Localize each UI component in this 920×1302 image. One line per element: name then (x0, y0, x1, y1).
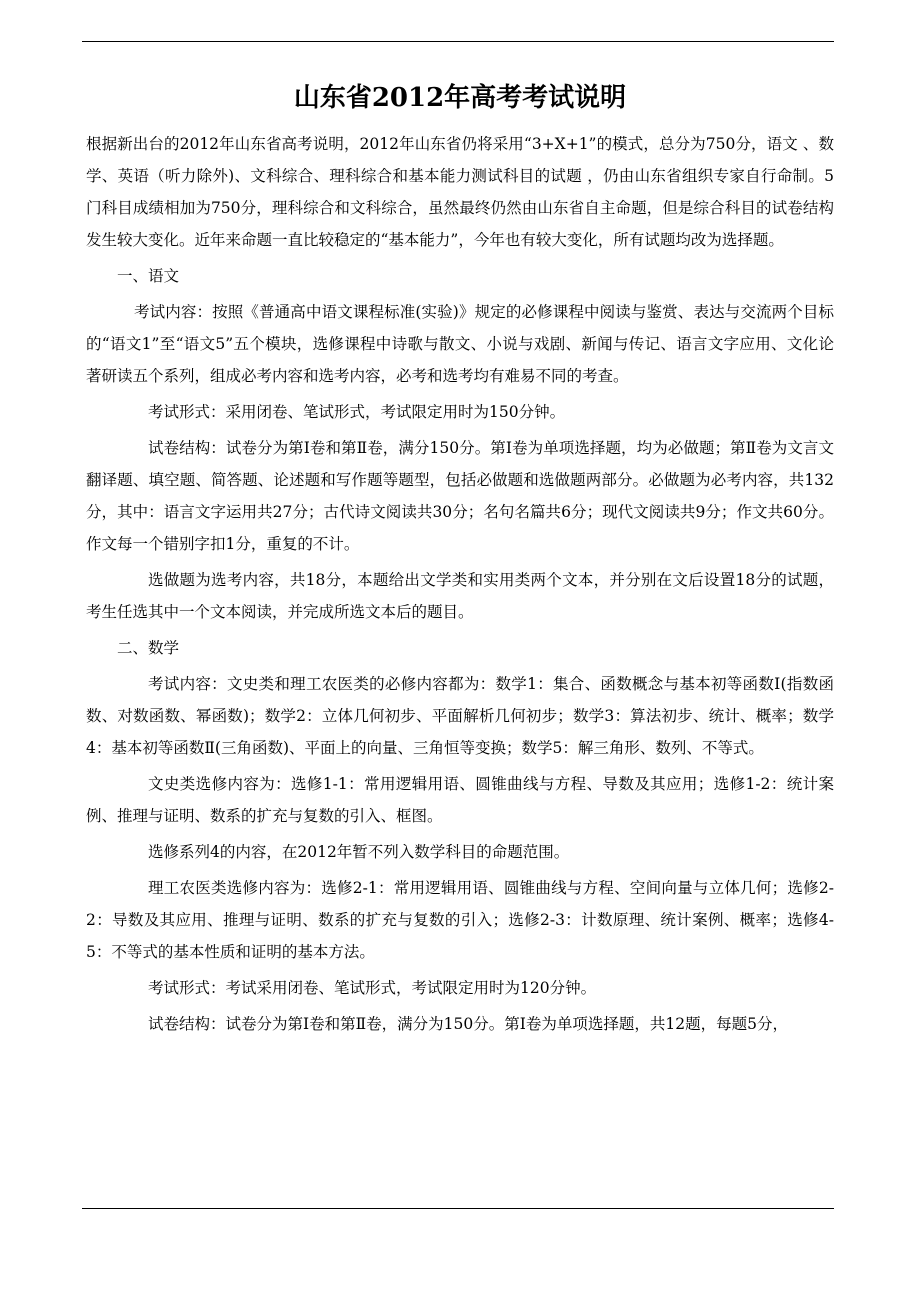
math-content-paragraph: 考试内容：文史类和理工农医类的必修内容都为：数学1：集合、函数概念与基本初等函数Ⅰ(指数函数、对数函数、幂函数)；数学2：立体几何初步、平面解析几何初步；数学3：算法初步、统计、概率；数学4：基本初等函数Ⅱ(三角函数)、平面上的向量、三角恒等变换；数学5：解三角形、数列、不等式。 (86, 675, 834, 757)
document-page (86, 78, 834, 1040)
math-science-paragraph: 理工农医类选修内容为：选修2-1：常用逻辑用语、圆锥曲线与方程、空间向量与立体几何；选修2-2：导数及其应用、推理与证明、数系的扩充与复数的引入；选修2-3：计数原理、统计案例、概率；选修4-5：不等式的基本性质和证明的基本方法。 (86, 879, 834, 961)
section-heading-math: 二、数学 (117, 639, 180, 657)
math-structure-paragraph: 试卷结构：试卷分为第Ⅰ卷和第Ⅱ卷，满分为150分。第Ⅰ卷为单项选择题，共12题，每题5分， (148, 1015, 788, 1033)
header-rule (82, 41, 834, 42)
chinese-form-paragraph: 考试形式：采用闭卷、笔试形式，考试限定用时为150分钟。 (148, 403, 566, 421)
math-liberal-arts-paragraph: 文史类选修内容为：选修1-1：常用逻辑用语、圆锥曲线与方程、导数及其应用；选修1-2：统计案例、推理与证明、数系的扩充与复数的引入、框图。 (86, 775, 834, 825)
math-series4-paragraph: 选修系列4的内容，在2012年暂不列入数学科目的命题范围。 (148, 843, 570, 861)
math-form-paragraph: 考试形式：考试采用闭卷、笔试形式，考试限定用时为120分钟。 (148, 979, 597, 997)
footer-rule (82, 1208, 834, 1209)
section-heading-chinese: 一、语文 (117, 267, 180, 285)
intro-paragraph: 根据新出台的2012年山东省高考说明，2012年山东省仍将采用“3+X+1”的模式，总分为750分，语文 、数学、英语（听力除外)、文科综合、理科综合和基本能力测试科目的试题 ，仍由山东省组织专家自行命制。5门科目成绩相加为750分，理科综合和文科综合，虽然最终仍然由山东省自主命题，但是综合科目的试卷结构发生较大变化。近年来命题一直比较稳定的“基本能力”，今年也有较大变化，所有试题均改为选择题。 (86, 135, 834, 249)
chinese-content-paragraph: 考试内容：按照《普通高中语文课程标准(实验)》规定的必修课程中阅读与鉴赏、表达与交流两个目标的“语文1”至“语文5”五个模块，选修课程中诗歌与散文、小说与戏剧、新闻与传记、语言文字应用、文化论著研读五个系列，组成必考内容和选考内容，必考和选考均有难易不同的考查。 (86, 303, 834, 385)
chinese-structure-paragraph: 试卷结构：试卷分为第Ⅰ卷和第Ⅱ卷，满分150分。第Ⅰ卷为单项选择题，均为必做题；第Ⅱ卷为文言文翻译题、填空题、简答题、论述题和写作题等题型，包括必做题和选做题两部分。必做题为必考内容，共132分，其中：语言文字运用共27分；古代诗文阅读共30分；名句名篇共6分；现代文阅读共9分；作文共60分。作文每一个错别字扣1分，重复的不计。 (86, 439, 834, 553)
chinese-elective-paragraph: 选做题为选考内容，共18分，本题给出文学类和实用类两个文本，并分别在文后设置18分的试题，考生任选其中一个文本阅读，并完成所选文本后的题目。 (86, 571, 834, 621)
document-title: 山东省2012年高考考试说明 (293, 83, 627, 113)
